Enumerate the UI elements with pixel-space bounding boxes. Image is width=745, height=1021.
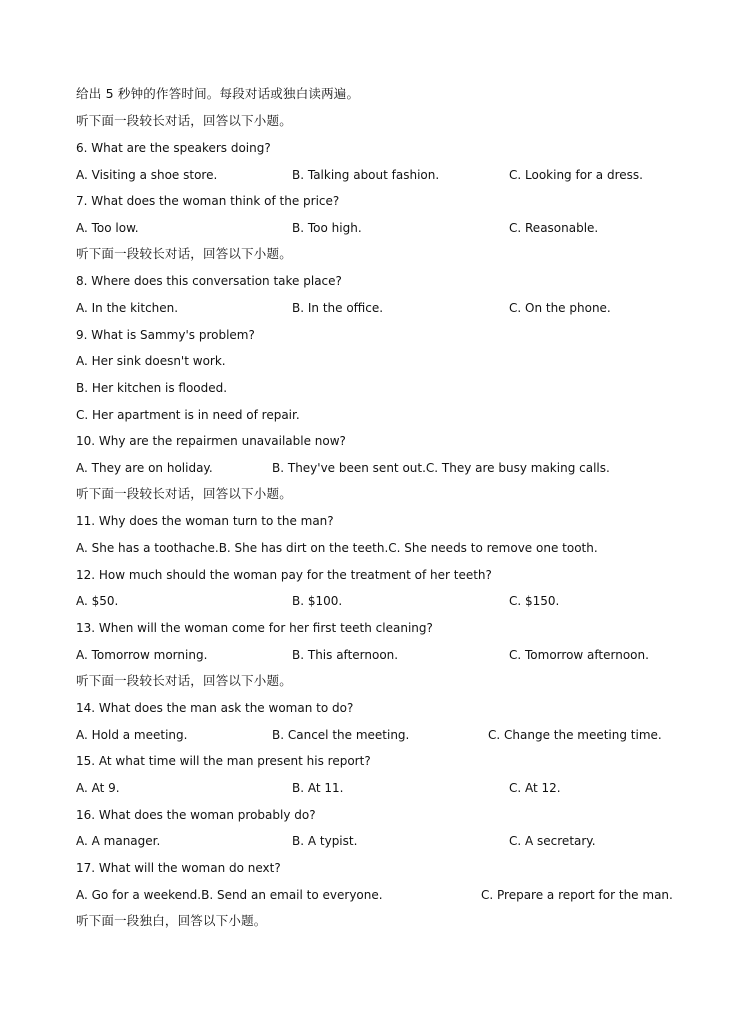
option-9b: B. Her kitchen is flooded. bbox=[76, 381, 228, 395]
option-15a: A. At 9. bbox=[76, 781, 120, 795]
section-heading-3: 听下面一段较长对话，回答以下小题。 bbox=[76, 486, 292, 501]
option-6b: B. Talking about fashion. bbox=[292, 168, 440, 182]
option-14a: A. Hold a meeting. bbox=[76, 728, 188, 742]
option-11abc: A. She has a toothache.B. She has dirt on the teeth.C. She needs to remove one tooth. bbox=[76, 541, 598, 555]
option-7b: B. Too high. bbox=[292, 221, 362, 235]
option-15c: C. At 12. bbox=[509, 781, 561, 795]
question-6: 6. What are the speakers doing? bbox=[76, 141, 271, 155]
option-16a: A. A manager. bbox=[76, 834, 161, 848]
question-17: 17. What will the woman do next? bbox=[76, 861, 281, 875]
question-14: 14. What does the man ask the woman to do? bbox=[76, 701, 354, 715]
question-9: 9. What is Sammy's problem? bbox=[76, 328, 255, 342]
question-7: 7. What does the woman think of the price? bbox=[76, 194, 340, 208]
intro-instruction: 给出 5 秒钟的作答时间。每段对话或独白读两遍。 bbox=[76, 86, 360, 101]
question-12: 12. How much should the woman pay for the treatment of her teeth? bbox=[76, 568, 492, 582]
section-heading-4: 听下面一段较长对话，回答以下小题。 bbox=[76, 673, 292, 688]
question-8: 8. Where does this conversation take place? bbox=[76, 274, 342, 288]
question-16: 16. What does the woman probably do? bbox=[76, 808, 316, 822]
option-10bc: B. They've been sent out.C. They are busy making calls. bbox=[272, 461, 610, 475]
question-13: 13. When will the woman come for her first teeth cleaning? bbox=[76, 621, 433, 635]
option-15b: B. At 11. bbox=[292, 781, 344, 795]
option-6c: C. Looking for a dress. bbox=[509, 168, 643, 182]
option-12a: A. $50. bbox=[76, 594, 119, 608]
option-14c: C. Change the meeting time. bbox=[488, 728, 662, 742]
option-13b: B. This afternoon. bbox=[292, 648, 399, 662]
question-15: 15. At what time will the man present his report? bbox=[76, 754, 371, 768]
section-heading-2: 听下面一段较长对话，回答以下小题。 bbox=[76, 246, 292, 261]
option-9a: A. Her sink doesn't work. bbox=[76, 354, 226, 368]
option-16c: C. A secretary. bbox=[509, 834, 596, 848]
option-12b: B. $100. bbox=[292, 594, 343, 608]
option-13c: C. Tomorrow afternoon. bbox=[509, 648, 649, 662]
option-17ab: A. Go for a weekend.B. Send an email to everyone. bbox=[76, 888, 383, 902]
section-heading-1: 听下面一段较长对话，回答以下小题。 bbox=[76, 113, 292, 128]
option-10a: A. They are on holiday. bbox=[76, 461, 213, 475]
question-10: 10. Why are the repairmen unavailable now? bbox=[76, 434, 346, 448]
option-8a: A. In the kitchen. bbox=[76, 301, 179, 315]
option-6a: A. Visiting a shoe store. bbox=[76, 168, 218, 182]
option-12c: C. $150. bbox=[509, 594, 560, 608]
option-14b: B. Cancel the meeting. bbox=[272, 728, 410, 742]
option-17c: C. Prepare a report for the man. bbox=[481, 888, 673, 902]
question-11: 11. Why does the woman turn to the man? bbox=[76, 514, 334, 528]
option-13a: A. Tomorrow morning. bbox=[76, 648, 208, 662]
option-8b: B. In the office. bbox=[292, 301, 384, 315]
option-16b: B. A typist. bbox=[292, 834, 358, 848]
section-heading-5: 听下面一段独白，回答以下小题。 bbox=[76, 913, 267, 928]
option-7a: A. Too low. bbox=[76, 221, 139, 235]
option-7c: C. Reasonable. bbox=[509, 221, 599, 235]
option-8c: C. On the phone. bbox=[509, 301, 611, 315]
option-9c: C. Her apartment is in need of repair. bbox=[76, 408, 300, 422]
